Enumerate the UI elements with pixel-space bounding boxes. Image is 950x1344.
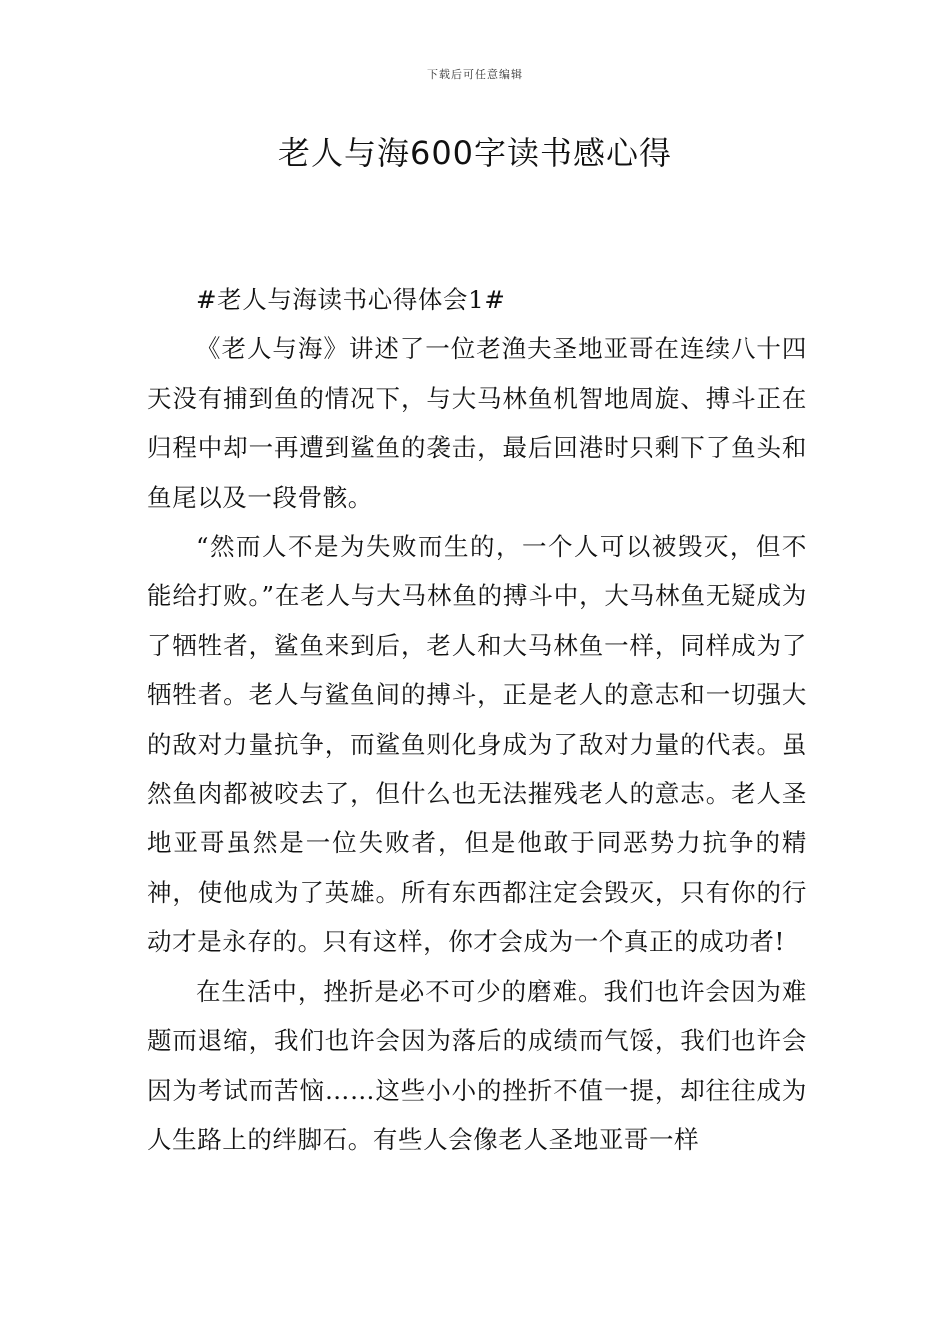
document-title: 老人与海600字读书感心得 [277,134,673,172]
header-note: 下载后可任意编辑 [427,68,523,81]
paragraph-3: 在生活中，挫折是必不可少的磨难。我们也许会因为难题而退缩，我们也许会因为落后的成绩而气馁，我们也许会因为考试而苦恼……这些小小的挫折不值一提，却往往成为人生路上的绊脚石。有些人会像老人圣地亚哥一样 [147,976,807,1154]
paragraph-1: 《老人与海》讲述了一位老渔夫圣地亚哥在连续八十四天没有捕到鱼的情况下，与大马林鱼机智地周旋、搏斗正在归程中却一再遭到鲨鱼的袭击，最后回港时只剩下了鱼头和鱼尾以及一段骨骸。 [147,334,807,512]
section-heading: #老人与海读书心得体会1# [196,285,506,314]
paragraph-2: “然而人不是为失败而生的，一个人可以被毁灭，但不能给打败。”在老人与大马林鱼的搏斗中，大马林鱼无疑成为了牺牲者，鲨鱼来到后，老人和大马林鱼一样，同样成为了牺牲者。老人与鲨鱼间的搏斗，正是老人的意志和一切强大的敌对力量抗争，而鲨鱼则化身成为了敌对力量的代表。虽然鱼肉都被咬去了，但什么也无法摧残老人的意志。老人圣地亚哥虽然是一位失败者，但是他敢于同恶势力抗争的精神，使他成为了英雄。所有东西都注定会毁灭，只有你的行动才是永存的。只有这样，你才会成为一个真正的成功者! [147,532,807,957]
document-body [147,275,807,1164]
